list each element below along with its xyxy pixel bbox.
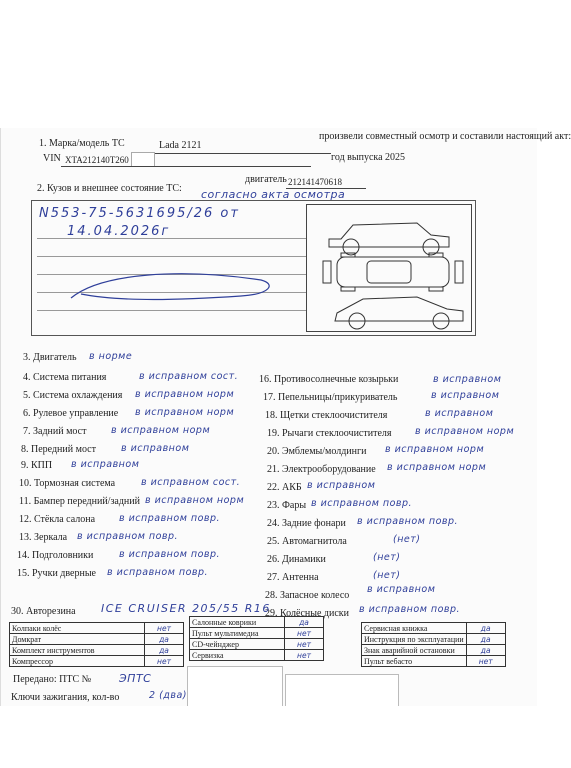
item-24-label: 24. Задние фонари: [267, 518, 346, 529]
equipment-value: да: [285, 617, 324, 628]
item-23-label: 23. Фары: [267, 500, 307, 511]
equipment-label: Сервизка: [190, 650, 285, 661]
item-9-label: 9. КПП: [21, 460, 53, 471]
redacted-block-2: [285, 674, 399, 710]
engine-label: двигатель: [245, 174, 287, 185]
equipment-label: Пульт мультимедиа: [190, 628, 285, 639]
item-13-label: 13. Зеркала: [19, 532, 68, 543]
equipment-label: Сервисная книжка: [362, 623, 467, 634]
equipment-row: [362, 623, 506, 634]
item-12-value: в исправном повр.: [119, 513, 221, 524]
item-7-value: в исправном норм: [111, 425, 211, 436]
equipment-row: [190, 639, 324, 650]
engine-value: 212141470618: [288, 177, 342, 187]
item-22-value: в исправном: [307, 480, 376, 491]
item-9-value: в исправном: [71, 459, 140, 470]
item-25-label: 25. Автомагнитола: [267, 536, 347, 547]
equipment-row: [190, 617, 324, 628]
item-3-label: 3. Двигатель: [23, 352, 77, 363]
equipment-row: [10, 623, 184, 634]
item-6-value: в исправном норм: [135, 407, 235, 418]
passed-label: Передано: ПТС №: [13, 674, 92, 685]
item-16-label: 16. Противосолнечные козырьки: [259, 374, 399, 385]
make-value: Lada 2121: [159, 140, 202, 151]
equipment-table-3: [361, 622, 506, 667]
item-29-label: 29. Колёсные диски: [265, 608, 350, 619]
item-6-label: 6. Рулевое управление: [23, 408, 119, 419]
item-13-value: в исправном повр.: [77, 531, 179, 542]
item-20-label: 20. Эмблемы/молдинги: [267, 446, 367, 457]
item-11-label: 11. Бампер передний/задний: [19, 496, 140, 507]
equipment-row: [190, 650, 324, 661]
item-8-label: 8. Передний мост: [21, 444, 96, 455]
item-15-value: в исправном повр.: [107, 567, 209, 578]
item-19-value: в исправном норм: [415, 426, 515, 437]
equipment-value: нет: [145, 656, 184, 667]
equipment-value: да: [145, 634, 184, 645]
item-28-label: 28. Запасное колесо: [265, 590, 350, 601]
item-26-value: (нет): [373, 552, 401, 563]
equipment-value: нет: [285, 639, 324, 650]
item-27-label: 27. Антенна: [267, 572, 319, 583]
tires-label: 30. Авторезина: [11, 606, 76, 617]
item-4-value: в исправном сост.: [139, 371, 239, 382]
equipment-value: нет: [466, 656, 505, 667]
item-12-label: 12. Стёкла салона: [19, 514, 96, 525]
item-5-value: в исправном норм: [135, 389, 235, 400]
notes-line-5: [37, 310, 307, 311]
item-24-value: в исправном повр.: [357, 516, 459, 527]
equipment-row: [10, 656, 184, 667]
item-19-label: 19. Рычаги стеклоочистителя: [267, 428, 392, 439]
keys-value: 2 (два): [149, 690, 187, 701]
item-3-value: в норме: [89, 351, 133, 362]
blank-top-margin: [0, 0, 543, 130]
equipment-label: Комплект инструментов: [10, 645, 145, 656]
item-25-value: (нет): [393, 534, 421, 545]
car-diagram-frame: [306, 204, 472, 332]
item-18-value: в исправном: [425, 408, 494, 419]
year-label: год выпуска 2025: [331, 152, 406, 163]
equipment-table-2: [189, 616, 324, 661]
passed-value: ЭПТС: [119, 672, 152, 685]
equipment-row: [10, 645, 184, 656]
item-5-label: 5. Система охлаждения: [23, 390, 123, 401]
item-8-value: в исправном: [121, 443, 190, 454]
make-label: 1. Марка/модель ТС: [39, 138, 125, 149]
item-18-label: 18. Щетки стеклоочистителя: [265, 410, 388, 421]
inspection-date-handwriting: 14.04.2026г: [67, 224, 171, 239]
item-28-value: в исправном: [367, 584, 436, 595]
item-11-value: в исправном норм: [145, 495, 245, 506]
item-21-value: в исправном норм: [387, 462, 487, 473]
equipment-label: Колпаки колёс: [10, 623, 145, 634]
equipment-value: нет: [285, 650, 324, 661]
item-16-value: в исправном: [433, 374, 502, 385]
item-14-value: в исправном повр.: [119, 549, 221, 560]
body-section-label: 2. Кузов и внешнее состояние ТС:: [37, 183, 182, 194]
item-29-value: в исправном повр.: [359, 604, 461, 615]
item-27-value: (нет): [373, 570, 401, 581]
equipment-row: [190, 628, 324, 639]
item-26-label: 26. Динамики: [267, 554, 326, 565]
item-4-label: 4. Система питания: [23, 372, 107, 383]
vin-label: VIN: [43, 153, 61, 164]
blank-bottom-margin: [0, 706, 543, 768]
item-17-value: в исправном: [431, 390, 500, 401]
notes-line-1: [37, 238, 307, 239]
tires-value: ICE CRUISER 205/55 R16: [101, 602, 271, 615]
equipment-value: нет: [285, 628, 324, 639]
item-17-label: 17. Пепельницы/прикуриватель: [263, 392, 398, 403]
item-20-value: в исправном норм: [385, 444, 485, 455]
equipment-label: Пульт вебасто: [362, 656, 467, 667]
equipment-value: да: [466, 645, 505, 656]
equipment-label: Салонные коврики: [190, 617, 285, 628]
body-state-handwriting: согласно акта осмотра: [201, 188, 346, 201]
equipment-row: [362, 634, 506, 645]
equipment-label: Инструкция по эксплуатации: [362, 634, 467, 645]
vin-redaction: [131, 152, 155, 167]
item-21-label: 21. Электрооборудование: [267, 464, 376, 475]
inspection-act-sheet: [0, 128, 571, 708]
equipment-value: да: [466, 623, 505, 634]
item-23-value: в исправном повр.: [311, 498, 413, 509]
equipment-value: да: [466, 634, 505, 645]
make-underline: [141, 153, 331, 154]
item-10-value: в исправном сост.: [141, 477, 241, 488]
equipment-table-1: [9, 622, 184, 667]
equipment-row: [362, 645, 506, 656]
inspection-number-handwriting: N553-75-5631695/26 от: [39, 206, 240, 221]
equipment-label: Домкрат: [10, 634, 145, 645]
equipment-value: нет: [145, 623, 184, 634]
equipment-value: да: [145, 645, 184, 656]
handwritten-scribble: [61, 268, 291, 308]
car-schematic-icon: [307, 205, 471, 331]
notes-line-2: [37, 256, 307, 257]
equipment-label: CD-чейнджер: [190, 639, 285, 650]
vin-value: XTA212140T260: [65, 155, 129, 165]
intro-text: произвели совместный осмотр и составили настоящий акт:: [319, 131, 571, 142]
equipment-row: [362, 656, 506, 667]
keys-label: Ключи зажигания, кол-во: [11, 692, 120, 703]
item-15-label: 15. Ручки дверные: [17, 568, 96, 579]
equipment-label: Знак аварийной остановки: [362, 645, 467, 656]
item-7-label: 7. Задний мост: [23, 426, 87, 437]
item-14-label: 14. Подголовники: [17, 550, 94, 561]
item-10-label: 10. Тормозная система: [19, 478, 116, 489]
vin-underline: [61, 166, 311, 167]
equipment-row: [10, 634, 184, 645]
item-22-label: 22. АКБ: [267, 482, 302, 493]
equipment-label: Компрессор: [10, 656, 145, 667]
